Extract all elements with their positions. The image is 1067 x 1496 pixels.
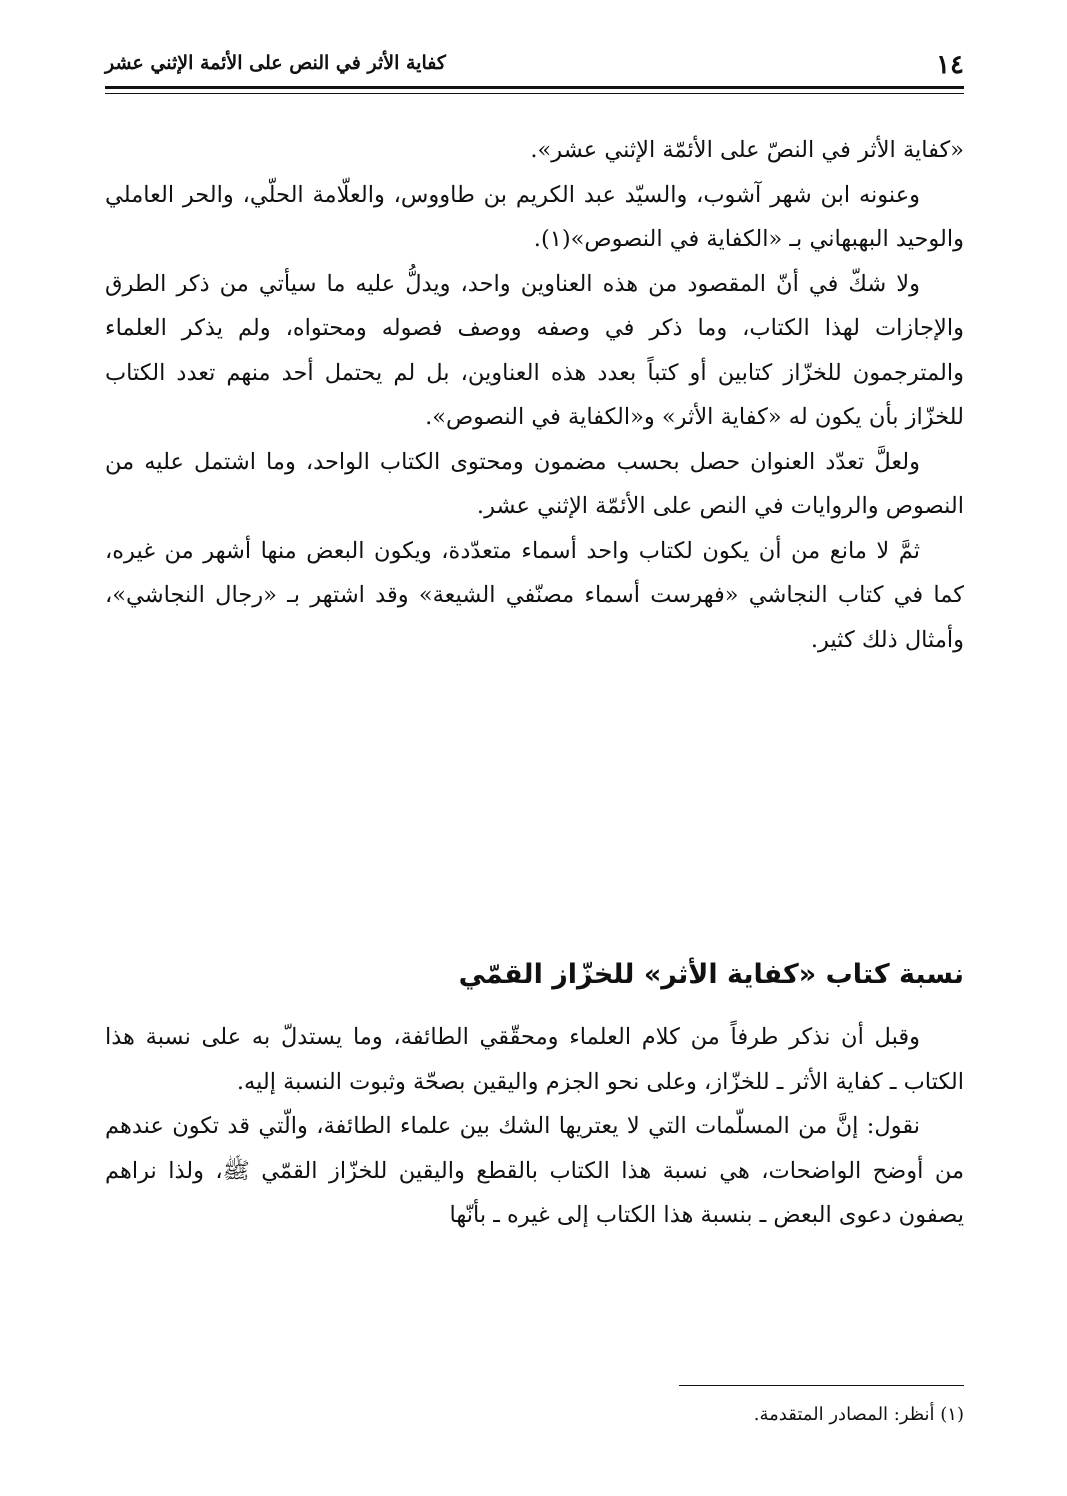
paragraph: وقبل أن نذكر طرفاً من كلام العلماء ومحقّقي الطائفة، وما يستدلّ به على نسبة هذا الكتاب ـ كفاية الأثر ـ للخزّاز، وعلى نحو الجزم واليقين بصحّة وثبوت النسبة إليه.	[105, 1024, 964, 1095]
body-text-section-2	[105, 1015, 964, 1238]
paragraph: نقول: إنَّ من المسلّمات التي لا يعتريها الشك بين علماء الطائفة، والّتي قد تكون عندهم من أوضح الواضحات، هي نسبة هذا الكتاب بالقطع واليقين للخزّاز القمّي ﷺ، ولذا نراهم يصفون دعوى البعض ـ بنسبة هذا الكتاب إلى غيره ـ بأنّها	[105, 1113, 964, 1228]
header-rule-thick	[105, 86, 964, 89]
header-rule-thin	[105, 93, 964, 94]
body-text-section-1	[105, 128, 964, 662]
running-title: كفاية الأثر في النص على الأئمة الإثني عشر	[105, 52, 446, 74]
paragraph: ولا شكّ في أنّ المقصود من هذه العناوين واحد، ويدلُّ عليه ما سيأتي من ذكر الطرق والإجازات لهذا الكتاب، وما ذكر في وصفه ووصف فصوله ومحتواه، ولم يذكر العلماء والمترجمون للخزّاز كتابين أو كتباً بعدد هذه العناوين، بل لم يحتمل أحد منهم تعدد الكتاب للخزّاز بأن يكون له «كفاية الأثر» و«الكفاية في النصوص».	[105, 270, 964, 430]
footnote: (١) أنظر: المصادر المتقدمة.	[753, 1404, 964, 1425]
paragraph: وعنونه ابن شهر آشوب، والسيّد عبد الكريم بن طاووس، والعلّامة الحلّي، والحر العاملي والوحيد البهبهاني بـ «الكفاية في النصوص»(١).	[105, 181, 964, 252]
paragraph: «كفاية الأثر في النصّ على الأئمّة الإثني عشر».	[530, 137, 964, 163]
paragraph: ثمَّ لا مانع من أن يكون لكتاب واحد أسماء متعدّدة، ويكون البعض منها أشهر من غيره، كما في كتاب النجاشي «فهرست أسماء مصنّفي الشيعة» وقد اشتهر بـ «رجال النجاشي»، وأمثال ذلك كثير.	[105, 537, 964, 653]
running-head	[105, 46, 964, 86]
footnote-rule	[679, 1385, 964, 1386]
paragraph: ولعلَّ تعدّد العنوان حصل بحسب مضمون ومحتوى الكتاب الواحد، وما اشتمل عليه من النصوص والروايات في النص على الأئمّة الإثني عشر.	[105, 448, 964, 519]
section-heading: نسبة كتاب «كفاية الأثر» للخزّاز القمّي	[458, 959, 964, 990]
page-number: ١٤	[936, 50, 964, 80]
